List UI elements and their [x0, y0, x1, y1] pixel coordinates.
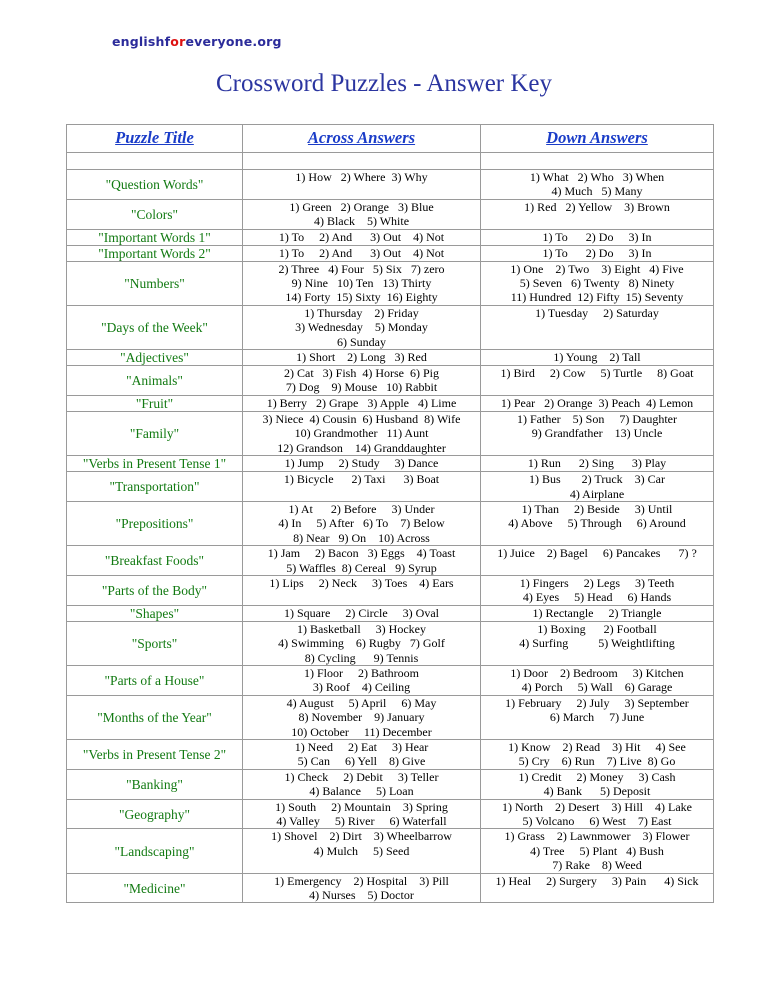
down-answers-cell	[481, 799, 714, 829]
puzzle-title-cell: "Breakfast Foods"	[67, 546, 243, 576]
down-answers-cell	[481, 199, 714, 229]
across-answer-line: 3) Wednesday 5) Monday	[295, 320, 428, 335]
down-answers-cell	[481, 261, 714, 305]
down-answers-cell	[481, 366, 714, 396]
puzzle-title-cell: "Colors"	[67, 199, 243, 229]
down-answer-line: 1) To 2) Do 3) In	[542, 229, 652, 244]
across-answer-line: 8) Cycling 9) Tennis	[304, 650, 419, 665]
across-answers-cell	[243, 769, 481, 799]
header-down-answers: Down Answers	[481, 125, 714, 153]
puzzle-row	[67, 366, 714, 396]
across-answer-line: 1) Square 2) Circle 3) Oval	[284, 605, 439, 620]
across-answers-cell	[243, 472, 481, 502]
puzzle-title-cell: "Shapes"	[67, 605, 243, 621]
down-answer-line: 4) Above 5) Through 6) Around	[508, 516, 686, 531]
down-answer-line: 1) Boxing 2) Football	[537, 621, 657, 636]
puzzle-row	[67, 769, 714, 799]
down-answer-line: 5) Cry 6) Run 7) Live 8) Go	[518, 754, 676, 769]
down-answers-cell	[481, 695, 714, 739]
down-answer-line: 5) Volcano 6) West 7) East	[522, 814, 672, 829]
down-answer-line: 1) February 2) July 3) September	[505, 695, 689, 710]
puzzle-row	[67, 350, 714, 366]
down-answers-cell	[481, 472, 714, 502]
across-answer-line: 1) Lips 2) Neck 3) Toes 4) Ears	[269, 575, 454, 590]
site-logo-part1: englishf	[112, 34, 171, 49]
puzzle-title-cell: "Numbers"	[67, 261, 243, 305]
down-answer-line: 11) Hundred 12) Fifty 15) Seventy	[510, 290, 684, 305]
puzzle-title-cell: "Transportation"	[67, 472, 243, 502]
across-answer-line: 1) Jam 2) Bacon 3) Eggs 4) Toast	[267, 546, 456, 561]
across-answers-cell	[243, 546, 481, 576]
down-answers-cell	[481, 411, 714, 455]
puzzle-title-cell: "Fruit"	[67, 395, 243, 411]
down-answer-line: 4) Tree 5) Plant 4) Bush	[530, 843, 664, 858]
down-answers-cell	[481, 501, 714, 545]
across-answers-cell	[243, 395, 481, 411]
down-answer-line: 1) Father 5) Son 7) Daughter	[517, 411, 677, 426]
site-logo-part2: or	[170, 34, 186, 49]
down-answers-cell	[481, 395, 714, 411]
down-answer-line: 4) Much 5) Many	[551, 184, 643, 199]
puzzle-row	[67, 799, 714, 829]
down-answers-cell	[481, 873, 714, 903]
down-answer-line: 1) To 2) Do 3) In	[542, 245, 652, 260]
puzzle-title-cell: "Important Words 1"	[67, 229, 243, 245]
across-answer-line: 1) Thursday 2) Friday	[304, 305, 419, 320]
across-answers-cell	[243, 621, 481, 665]
across-answer-line: 12) Grandson 14) Granddaughter	[277, 440, 446, 455]
down-answers-cell	[481, 350, 714, 366]
across-answer-line: 4) Nurses 5) Doctor	[309, 888, 414, 903]
across-answers-cell	[243, 575, 481, 605]
answer-key-table	[66, 124, 714, 903]
puzzle-title-cell: "Prepositions"	[67, 501, 243, 545]
puzzle-title-cell: "Medicine"	[67, 873, 243, 903]
puzzle-row	[67, 395, 714, 411]
across-answers-cell	[243, 366, 481, 396]
down-answers-cell	[481, 769, 714, 799]
site-logo-part3: everyone.org	[185, 34, 282, 49]
puzzle-row	[67, 472, 714, 502]
puzzle-row	[67, 501, 714, 545]
down-answers-cell	[481, 546, 714, 576]
page-title: Crossword Puzzles - Answer Key	[215, 70, 553, 97]
down-answer-line: 1) Rectangle 2) Triangle	[532, 605, 662, 620]
down-answers-cell	[481, 305, 714, 349]
across-answer-line: 5) Can 6) Yell 8) Give	[297, 754, 426, 769]
puzzle-row	[67, 305, 714, 349]
puzzle-title-cell: "Banking"	[67, 769, 243, 799]
down-answer-line: 1) Red 2) Yellow 3) Brown	[524, 199, 670, 214]
across-answers-cell	[243, 170, 481, 200]
across-answers-cell	[243, 305, 481, 349]
puzzle-title-cell: "Parts of a House"	[67, 665, 243, 695]
down-answer-line: 1) Run 2) Sing 3) Play	[527, 456, 667, 471]
down-answer-line: 1) Know 2) Read 3) Hit 4) See	[508, 740, 686, 754]
across-answer-line: 4) Black 5) White	[313, 214, 410, 229]
puzzle-title-cell: "Parts of the Body"	[67, 575, 243, 605]
puzzle-title-cell: "Verbs in Present Tense 2"	[67, 740, 243, 770]
across-answer-line: 2) Cat 3) Fish 4) Horse 6) Pig	[284, 366, 439, 381]
across-answer-line: 4) Balance 5) Loan	[309, 784, 414, 799]
puzzle-title-cell: "Sports"	[67, 621, 243, 665]
down-answers-cell	[481, 575, 714, 605]
puzzle-title-cell: "Important Words 2"	[67, 245, 243, 261]
across-answers-cell	[243, 350, 481, 366]
down-answer-line: 1) Credit 2) Money 3) Cash	[518, 769, 676, 784]
puzzle-row	[67, 665, 714, 695]
down-answer-line: 4) Surfing 5) Weightlifting	[519, 636, 675, 651]
across-answers-cell	[243, 229, 481, 245]
down-answer-line: 1) Juice 2) Bagel 6) Pancakes 7) ?	[497, 546, 697, 561]
across-answer-line: 1) Green 2) Orange 3) Blue	[289, 199, 434, 214]
across-answers-cell	[243, 261, 481, 305]
down-answer-line: 6) March 7) June	[549, 710, 645, 725]
across-answer-line: 4) Mulch 5) Seed	[313, 843, 410, 858]
puzzle-title-cell: "Family"	[67, 411, 243, 455]
down-answer-line: 1) What 2) Who 3) When	[529, 170, 665, 184]
down-answer-line: 1) Than 2) Beside 3) Until	[521, 501, 673, 516]
down-answers-cell	[481, 245, 714, 261]
blank-cell	[67, 153, 243, 170]
down-answers-cell	[481, 621, 714, 665]
across-answer-line: 7) Dog 9) Mouse 10) Rabbit	[285, 380, 438, 395]
puzzle-title-cell: "Adjectives"	[67, 350, 243, 366]
down-answer-line: 9) Grandfather 13) Uncle	[531, 426, 663, 441]
puzzle-title-cell: "Question Words"	[67, 170, 243, 200]
down-answers-cell	[481, 605, 714, 621]
down-answers-cell	[481, 665, 714, 695]
across-answer-line: 2) Three 4) Four 5) Six 7) zero	[278, 261, 445, 276]
across-answer-line: 1) Emergency 2) Hospital 3) Pill	[274, 873, 449, 888]
down-answer-line: 4) Porch 5) Wall 6) Garage	[521, 680, 673, 695]
across-answer-line: 1) South 2) Mountain 3) Spring	[275, 799, 448, 814]
across-answer-line: 1) To 2) And 3) Out 4) Not	[278, 245, 445, 260]
down-answers-cell	[481, 456, 714, 472]
across-answers-cell	[243, 829, 481, 873]
across-answer-line: 1) Berry 2) Grape 3) Apple 4) Lime	[266, 395, 457, 410]
down-answer-line: 1) One 2) Two 3) Eight 4) Five	[510, 261, 684, 276]
header-across-answers: Across Answers	[243, 125, 481, 153]
puzzle-row	[67, 199, 714, 229]
puzzle-title-cell: "Days of the Week"	[67, 305, 243, 349]
puzzle-title-cell: "Geography"	[67, 799, 243, 829]
down-answers-cell	[481, 170, 714, 200]
down-answer-line: 1) Tuesday 2) Saturday	[535, 305, 659, 320]
puzzle-row	[67, 245, 714, 261]
across-answer-line: 10) Grandmother 11) Aunt	[294, 426, 429, 441]
down-answer-line: 1) North 2) Desert 3) Hill 4) Lake	[502, 799, 692, 814]
across-answer-line: 5) Waffles 8) Cereal 9) Syrup	[286, 560, 437, 575]
down-answer-line: 4) Eyes 5) Head 6) Hands	[522, 590, 672, 605]
puzzle-title-cell: "Verbs in Present Tense 1"	[67, 456, 243, 472]
across-answer-line: 9) Nine 10) Ten 13) Thirty	[291, 276, 432, 291]
across-answer-line: 14) Forty 15) Sixty 16) Eighty	[285, 290, 438, 305]
across-answer-line: 3) Roof 4) Ceiling	[312, 680, 411, 695]
down-answer-line: 1) Bus 2) Truck 3) Car	[528, 472, 665, 487]
puzzle-row	[67, 829, 714, 873]
across-answer-line: 1) To 2) And 3) Out 4) Not	[278, 229, 445, 244]
puzzle-row	[67, 740, 714, 770]
across-answer-line: 3) Niece 4) Cousin 6) Husband 8) Wife	[262, 411, 461, 426]
across-answer-line: 4) August 5) April 6) May	[286, 695, 437, 710]
puzzle-title-cell: "Animals"	[67, 366, 243, 396]
puzzle-row	[67, 170, 714, 200]
across-answers-cell	[243, 245, 481, 261]
puzzle-title-cell: "Landscaping"	[67, 829, 243, 873]
down-answer-line: 1) Fingers 2) Legs 3) Teeth	[519, 575, 675, 590]
down-answer-line: 1) Grass 2) Lawnmower 3) Flower	[504, 829, 690, 844]
across-answer-line: 1) Bicycle 2) Taxi 3) Boat	[283, 472, 440, 487]
puzzle-row	[67, 695, 714, 739]
puzzle-row	[67, 605, 714, 621]
down-answer-line: 7) Rake 8) Weed	[552, 858, 642, 873]
across-answer-line: 8) Near 9) On 10) Across	[293, 530, 430, 545]
puzzle-row	[67, 411, 714, 455]
across-answer-line: 1) Check 2) Debit 3) Teller	[284, 769, 439, 784]
down-answer-line: 4) Bank 5) Deposit	[543, 784, 651, 799]
across-answer-line: 4) Valley 5) River 6) Waterfall	[276, 814, 447, 829]
blank-cell	[243, 153, 481, 170]
across-answer-line: 1) How 2) Where 3) Why	[295, 170, 428, 184]
across-answer-line: 1) Jump 2) Study 3) Dance	[284, 456, 439, 471]
puzzle-row	[67, 546, 714, 576]
across-answer-line: 1) Shovel 2) Dirt 3) Wheelbarrow	[271, 829, 452, 844]
across-answers-cell	[243, 199, 481, 229]
across-answer-line: 1) Basketball 3) Hockey	[297, 621, 426, 636]
across-answers-cell	[243, 411, 481, 455]
down-answer-line: 1) Bird 2) Cow 5) Turtle 8) Goat	[500, 366, 694, 381]
puzzle-row	[67, 873, 714, 903]
across-answer-line: 4) Swimming 6) Rugby 7) Golf	[278, 636, 445, 651]
across-answer-line: 4) In 5) After 6) To 7) Below	[278, 516, 445, 531]
across-answers-cell	[243, 665, 481, 695]
across-answers-cell	[243, 605, 481, 621]
across-answers-cell	[243, 740, 481, 770]
across-answer-line: 1) Need 2) Eat 3) Hear	[294, 740, 429, 754]
puzzle-row	[67, 229, 714, 245]
down-answer-line: 1) Door 2) Bedroom 3) Kitchen	[510, 665, 684, 680]
across-answers-cell	[243, 695, 481, 739]
down-answer-line: 4) Airplane	[569, 486, 625, 501]
across-answers-cell	[243, 799, 481, 829]
site-logo	[112, 34, 282, 49]
across-answer-line: 1) Short 2) Long 3) Red	[296, 350, 427, 365]
across-answers-cell	[243, 873, 481, 903]
down-answers-cell	[481, 829, 714, 873]
down-answers-cell	[481, 229, 714, 245]
down-answer-line: 1) Pear 2) Orange 3) Peach 4) Lemon	[500, 395, 694, 410]
blank-cell	[481, 153, 714, 170]
puzzle-row	[67, 456, 714, 472]
across-answer-line: 1) At 2) Before 3) Under	[288, 501, 435, 516]
down-answer-line: 5) Seven 6) Twenty 8) Ninety	[519, 276, 675, 291]
down-answers-cell	[481, 740, 714, 770]
across-answers-cell	[243, 456, 481, 472]
blank-row	[67, 153, 714, 170]
across-answer-line: 6) Sunday	[337, 334, 386, 349]
puzzle-row	[67, 575, 714, 605]
down-answer-line: 1) Young 2) Tall	[553, 350, 641, 365]
across-answer-line: 1) Floor 2) Bathroom	[304, 665, 419, 680]
header-puzzle-title: Puzzle Title	[67, 125, 243, 153]
across-answers-cell	[243, 501, 481, 545]
puzzle-title-cell: "Months of the Year"	[67, 695, 243, 739]
across-answer-line: 8) November 9) January	[298, 710, 425, 725]
across-answer-line: 10) October 11) December	[291, 724, 432, 739]
down-answer-line: 1) Heal 2) Surgery 3) Pain 4) Sick	[495, 873, 699, 888]
puzzle-row	[67, 621, 714, 665]
puzzle-row	[67, 261, 714, 305]
